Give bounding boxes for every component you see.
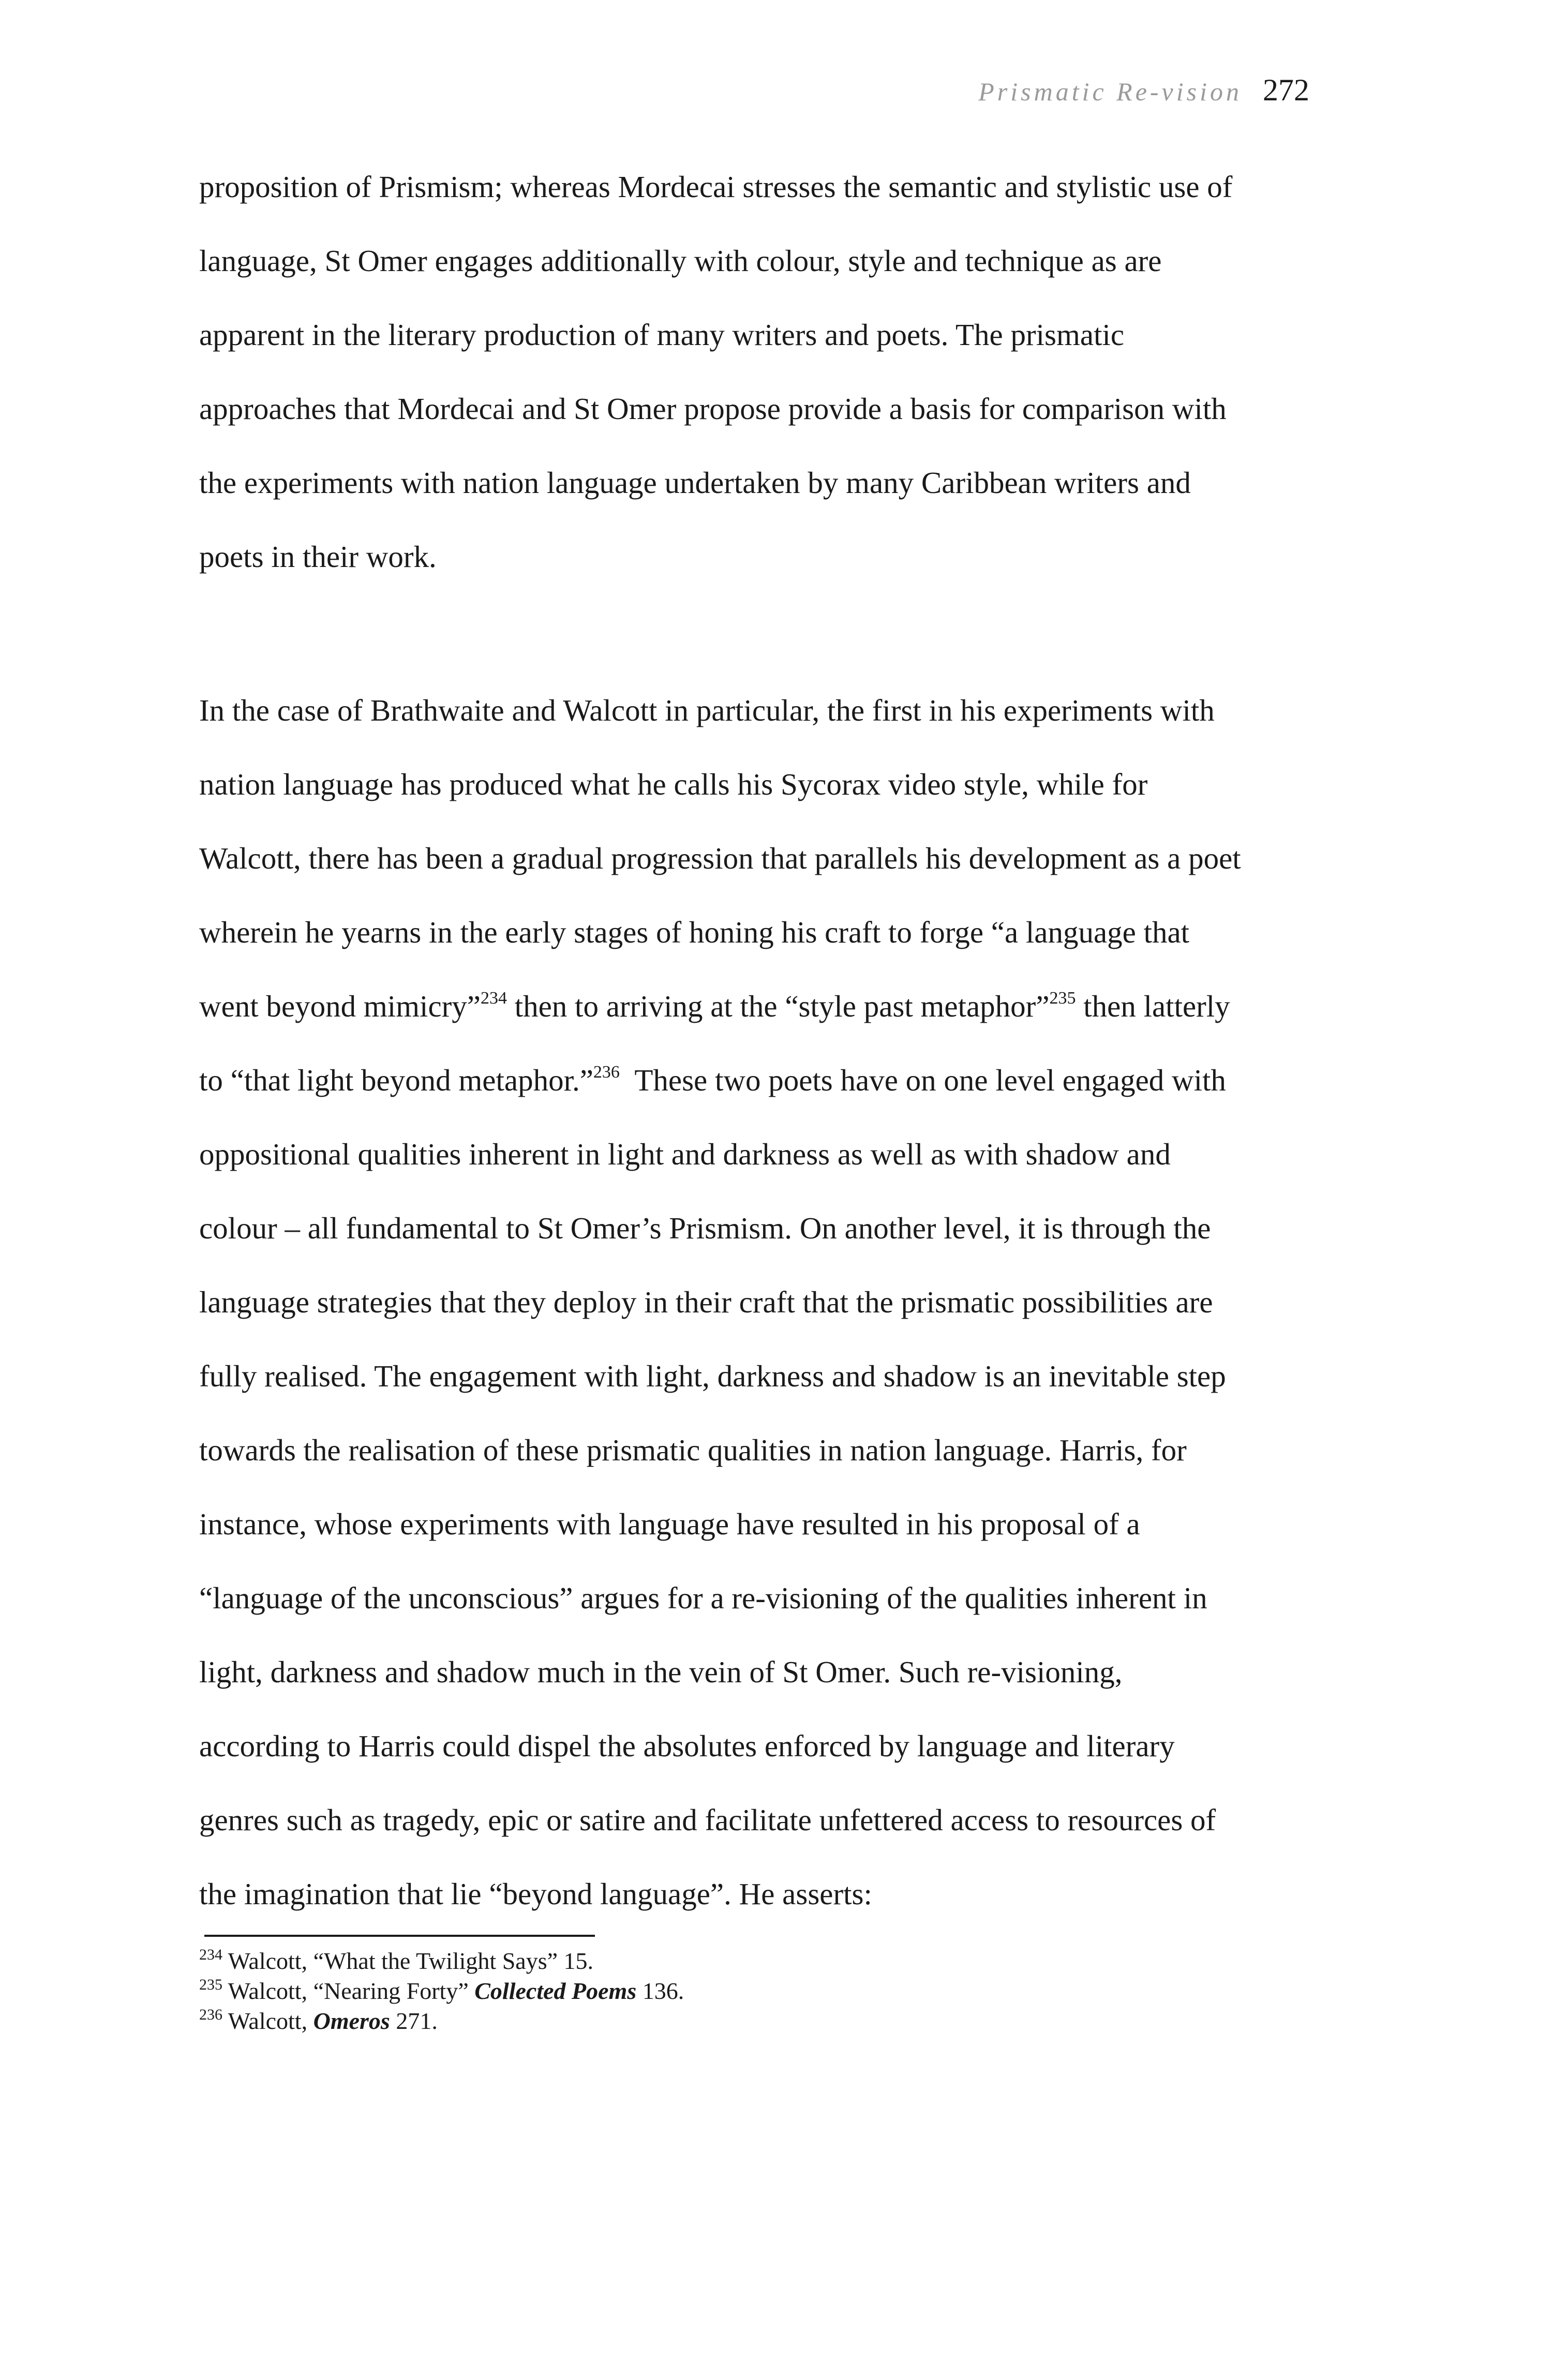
- footnote-text: Walcott, “What the Twilight Says” 15.: [228, 1948, 594, 1974]
- text-line: oppositional qualities inherent in light and darkness as well as with shadow and: [199, 1137, 1171, 1171]
- footnote-ref-234: 234: [480, 989, 507, 1008]
- text-line: genres such as tragedy, epic or satire and facilitate unfettered access to resources of: [199, 1803, 1216, 1837]
- text-line: light, darkness and shadow much in the vein of St Omer. Such re-visioning,: [199, 1655, 1123, 1689]
- text-line: approaches that Mordecai and St Omer propose provide a basis for comparison with: [199, 392, 1227, 426]
- text-line: according to Harris could dispel the absolutes enforced by language and literary: [199, 1729, 1175, 1763]
- footnote-ref-235: 235: [1049, 989, 1076, 1008]
- paragraph-1: [199, 150, 1306, 594]
- text-line: language strategies that they deploy in their craft that the prismatic possibilities are: [199, 1285, 1213, 1319]
- text-segment: then latterly: [1076, 989, 1230, 1023]
- footnote-work-title: Omeros: [313, 2008, 390, 2034]
- footnote-number: 236: [199, 2006, 222, 2023]
- running-header: [978, 72, 1309, 114]
- text-segment: to “that light beyond metaphor.”: [199, 1063, 593, 1097]
- text-line: instance, whose experiments with language have resulted in his proposal of a: [199, 1507, 1140, 1541]
- page-number: 272: [1263, 73, 1309, 107]
- text-line: colour – all fundamental to St Omer’s Prismism. On another level, it is through the: [199, 1211, 1211, 1245]
- paragraph-2: [199, 674, 1306, 1931]
- text-line: nation language has produced what he calls his Sycorax video style, while for: [199, 767, 1148, 801]
- text-line: “language of the unconscious” argues for a re-visioning of the qualities inherent in: [199, 1581, 1207, 1615]
- text-line: wherein he yearns in the early stages of honing his craft to forge “a language that: [199, 915, 1190, 949]
- text-line: the experiments with nation language undertaken by many Caribbean writers and: [199, 466, 1191, 500]
- text-line: language, St Omer engages additionally with colour, style and technique as are: [199, 244, 1162, 278]
- text-line: Walcott, there has been a gradual progression that parallels his development as a poet: [199, 841, 1241, 875]
- footnote-text: Walcott, “Nearing Forty”: [228, 1978, 475, 2004]
- footnote-divider: [204, 1935, 595, 1937]
- text-line-with-footnotes: [199, 969, 1306, 1043]
- footnote-work-title: Collected Poems: [474, 1978, 637, 2004]
- footnote-236: [199, 2006, 1234, 2036]
- text-segment: then to arriving at the “style past metaphor”: [506, 989, 1050, 1023]
- footnotes: [199, 1946, 1234, 2036]
- text-line: poets in their work.: [199, 540, 437, 574]
- text-line: apparent in the literary production of many writers and poets. The prismatic: [199, 318, 1125, 352]
- text-segment: went beyond mimicry”: [199, 989, 481, 1023]
- text-line: In the case of Brathwaite and Walcott in particular, the first in his experiments with: [199, 693, 1215, 727]
- footnote-text: 136.: [636, 1978, 684, 2004]
- footnote-234: [199, 1946, 1234, 1976]
- text-line: towards the realisation of these prismatic qualities in nation language. Harris, for: [199, 1433, 1187, 1467]
- footnote-235: [199, 1976, 1234, 2006]
- text-line: the imagination that lie “beyond language”. He asserts:: [199, 1877, 872, 1911]
- text-line: fully realised. The engagement with light, darkness and shadow is an inevitable step: [199, 1359, 1226, 1393]
- footnote-number: 235: [199, 1976, 222, 1993]
- text-segment: These two poets have on one level engaged with: [619, 1063, 1226, 1097]
- text-line-with-footnote: [199, 1043, 1306, 1117]
- running-title: Prismatic Re-vision: [978, 77, 1242, 106]
- text-line: proposition of Prismism; whereas Mordecai stresses the semantic and stylistic use of: [199, 170, 1233, 204]
- footnote-number: 234: [199, 1946, 222, 1963]
- footnote-text: Walcott,: [228, 2008, 313, 2034]
- footnote-ref-236: 236: [593, 1063, 620, 1082]
- footnote-text: 271.: [390, 2008, 438, 2034]
